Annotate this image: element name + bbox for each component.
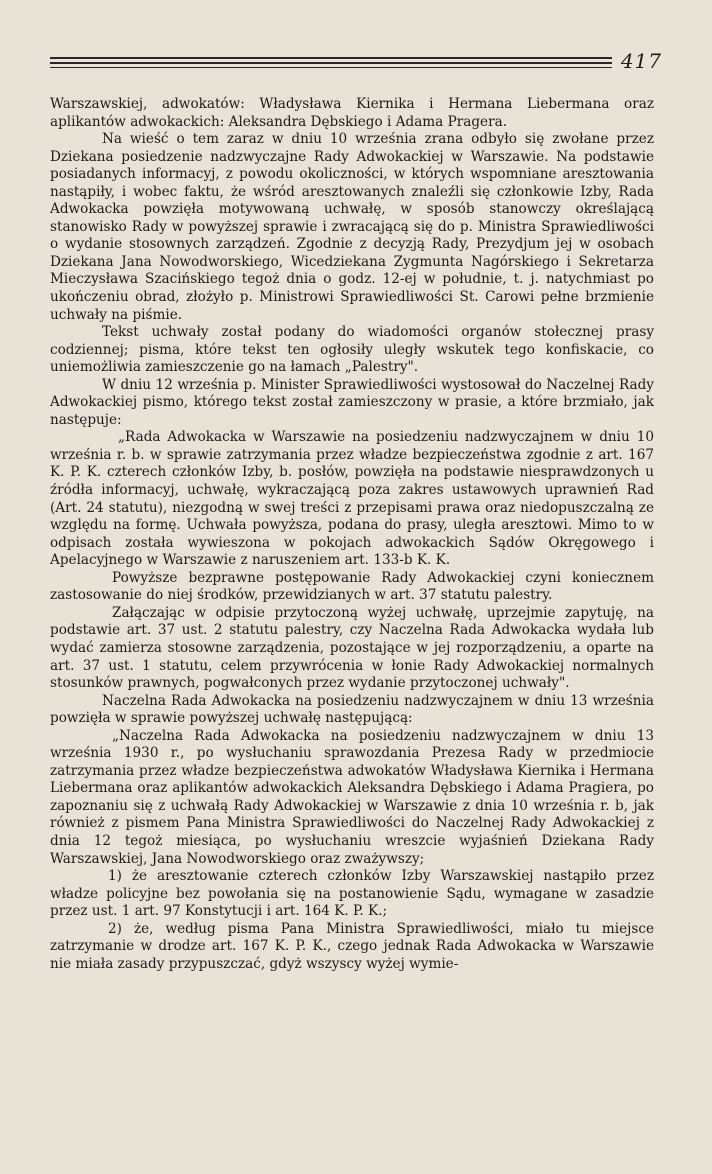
paragraph: Warszawskiej, adwokatów: Władysława Kiernika i Hermana Liebermana oraz aplikantów adwokackich: Aleksandra Dębskiego i Adama Pragera. [50, 96, 654, 130]
paragraph: W dniu 12 września p. Minister Sprawiedliwości wystosował do Naczelnej Rady Adwokackiej pismo, którego tekst został zamieszczony w prasie, a które brzmiało, jak następuje: [50, 376, 654, 428]
quoted-paragraph: „Naczelna Rada Adwokacka na posiedzeniu nadzwyczajnem w dniu 13 września 1930 r., po wysłuchaniu sprawozdania Prezesa Rady w przedmiocie zatrzymania przez władze bezpieczeństwa adwokatów Władysława Kiernika i Hermana Liebermana oraz aplikantów adwokackich Aleksandra Dębskiego i Adama Pragiera, po zapoznaniu się z uchwałą Rady Adwokackiej w Warszawie z dnia 10 września r. b, jak również z pismem Pana Ministra Sprawiedliwości do Naczelnej Rady Adwokackiej z dnia 12 tegoż miesiąca, po wysłuchaniu wreszcie wyjaśnień Dziekana Rady Warszawskiej, Jana Nowodworskiego oraz zważywszy; [50, 727, 654, 867]
header-rule [50, 57, 612, 59]
paragraph: Tekst uchwały został podany do wiadomości organów stołecznej prasy codziennej; pisma, które tekst ten ogłosiły uległy wskutek tego konfiskacie, co uniemożliwia zamieszczenie go na łamach „Palestry". [50, 324, 654, 376]
numbered-item: 2) że, według pisma Pana Ministra Sprawiedliwości, miało tu miejsce zatrzymanie w drodze art. 167 K. P. K., czego jednak Rada Adwokacka w Warszawie nie miała zasady przypuszczać, gdyż wszyscy wyżej wymie- [50, 920, 654, 972]
paragraph: Załączając w odpisie przytoczoną wyżej uchwałę, uprzejmie zapytuję, na podstawie art. 37 ust. 2 statutu palestry, czy Naczelna Rada Adwokacka wydała lub wydać zamierza stosowne zarządzenia, pozostające w jej rozporządzeniu, a oparte na art. 37 ust. 1 statutu, celem przywrócenia w łonie Rady Adwokackiej normalnych stosunków prawnych, pogwałconych przez wydanie przytoczonej uchwały". [50, 604, 654, 692]
header-rule [50, 67, 612, 68]
paragraph: Powyższe bezprawne postępowanie Rady Adwokackiej czyni koniecznem zastosowanie do niej środków, przewidzianych w art. 37 statutu palestry. [50, 569, 654, 604]
paragraph: Naczelna Rada Adwokacka na posiedzeniu nadzwyczajnem w dniu 13 września powzięła w sprawie powyższej uchwałę następującą: [50, 692, 654, 727]
header-rule [50, 62, 612, 64]
numbered-item: 1) że aresztowanie czterech członków Izby Warszawskiej nastąpiło przez władze policyjne bez powołania się na postanowienie Sądu, wymagane w zasadzie przez ust. 1 art. 97 Konstytucji i art. 164 K. P. K.; [50, 868, 654, 920]
page-header [50, 50, 662, 72]
page-number: 417 [620, 49, 662, 73]
paragraph: Na wieść o tem zaraz w dniu 10 września zrana odbyło się zwołane przez Dziekana posiedzenie nadzwyczajne Rady Adwokackiej w Warszawie. Na podstawie posiadanych informacyj, z powodu okoliczności, w których wspomniane aresztowania nastąpiły, i wobec faktu, że wśród aresztowanych znaleźli się członkowie Izby, Rada Adwokacka powzięła motywowaną uchwałę, w sposób stanowczy określającą stanowisko Rady w powyższej sprawie i zwracającą się do p. Ministra Sprawiedliwości o wydanie stosownych zarządzeń. Zgodnie z decyzją Rady, Prezydjum jej w osobach Dziekana Jana Nowodworskiego, Wicedziekana Zygmunta Nagórskiego i Sekretarza Mieczysława Szacińskiego tegoż dnia o godz. 12-ej w południe, t. j. natychmiast po ukończeniu obrad, złożyło p. Ministrowi Sprawiedliwości St. Carowi pełne brzmienie uchwały na piśmie. [50, 131, 654, 323]
body-text [50, 96, 654, 973]
quoted-paragraph: „Rada Adwokacka w Warszawie na posiedzeniu nadzwyczajnem w dniu 10 września r. b. w sprawie zatrzymania przez władze bezpieczeństwa zgodnie z art. 167 K. P. K. czterech członków Izby, b. posłów, powzięła na podstawie niesprawdzonych u źródła informacyj, uchwałę, wykraczającą poza zakres ustawowych uprawnień Rad (Art. 24 statutu), niezgodną w swej treści z przepisami prawa oraz niedopuszczalną ze względu na formę. Uchwała powyższa, podana do prasy, uległa aresztowi. Mimo to w odpisach została wywieszona w pokojach adwokackich Sądów Okręgowego i Apelacyjnego w Warszawie z naruszeniem art. 133-b K. K. [50, 429, 654, 569]
